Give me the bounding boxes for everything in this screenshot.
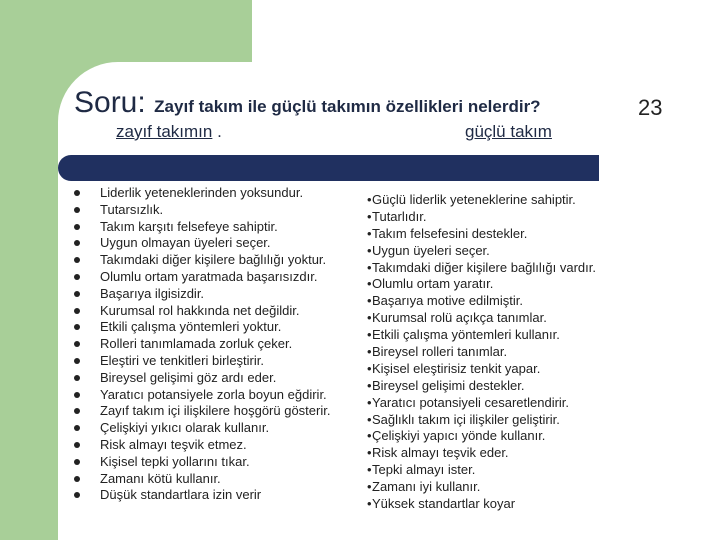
bullet-icon: • <box>367 344 372 360</box>
bullet-icon: • <box>367 496 372 512</box>
strong-list-item-text: Bireysel gelişimi destekler. <box>372 377 525 393</box>
weak-list-item <box>74 235 330 252</box>
strong-list-item-text: Yüksek standartlar koyar <box>372 496 516 512</box>
strong-list-item <box>367 327 596 344</box>
strong-list-item-text: Kişisel eleştirisiz tenkit yapar. <box>372 360 541 376</box>
weak-list-item-text: Takımdaki diğer kişilere bağlılığı yoktur. <box>100 252 327 268</box>
strong-list-item-text: Güçlü liderlik yeteneklerine sahiptir. <box>372 192 576 207</box>
bullet-icon <box>74 341 80 347</box>
weak-list-item <box>74 319 330 336</box>
strong-list-item-text: Takım felsefesini destekler. <box>372 225 528 241</box>
strong-list-item <box>367 412 596 429</box>
weak-list-item-text: Risk almayı teşvik etmez. <box>100 436 247 452</box>
bullet-icon: • <box>367 394 372 410</box>
strong-list-item <box>367 243 596 260</box>
bullet-icon <box>74 324 80 330</box>
strong-list-item-text: Tutarlıdır. <box>372 208 427 224</box>
strong-list-item <box>367 192 596 209</box>
weak-list-item-text: Başarıya ilgisizdir. <box>100 285 205 301</box>
bullet-icon <box>74 459 80 465</box>
bullet-icon <box>74 308 80 314</box>
strong-list-item-text: Başarıya motive edilmiştir. <box>372 293 523 309</box>
slide-title <box>74 86 541 120</box>
weak-list-item-text: Yaratıcı potansiyele zorla boyun eğdirir. <box>100 386 327 402</box>
strong-list-item <box>367 310 596 327</box>
bullet-icon: • <box>367 225 372 241</box>
weak-list-item <box>74 370 330 387</box>
bullet-icon <box>74 492 80 498</box>
bullet-icon: • <box>367 276 372 292</box>
title-question: Zayıf takım ile güçlü takımın özellikleri nelerdir? <box>154 97 541 116</box>
strong-team-heading: güçlü takım <box>465 122 552 141</box>
bullet-icon: • <box>367 259 372 275</box>
bullet-icon <box>74 240 80 246</box>
weak-list-item <box>74 269 330 286</box>
weak-list-item-text: Zayıf takım içi ilişkilere hoşgörü gösterir. <box>100 403 331 419</box>
strong-list-item-text: Çelişkiyi yapıcı yönde kullanır. <box>372 428 546 444</box>
weak-list-item <box>74 454 330 471</box>
strong-list-item-text: Etkili çalışma yöntemleri kullanır. <box>372 327 560 343</box>
weak-team-heading <box>116 122 222 142</box>
bullet-icon: • <box>367 327 372 343</box>
weak-list-item <box>74 387 330 404</box>
bullet-icon <box>74 190 80 196</box>
bullet-icon <box>74 375 80 381</box>
strong-list-item <box>367 462 596 479</box>
bullet-icon <box>74 442 80 448</box>
weak-list-item <box>74 202 330 219</box>
bullet-icon: • <box>367 208 372 224</box>
weak-list-item <box>74 185 330 202</box>
strong-list-item-text: Sağlıklı takım içi ilişkiler geliştirir. <box>372 411 560 427</box>
bullet-icon <box>74 425 80 431</box>
weak-list-item-text: Tutarsızlık. <box>100 201 164 217</box>
strong-list-item-text: Tepki almayı ister. <box>372 462 476 478</box>
bullet-icon: • <box>367 411 372 427</box>
bullet-icon <box>74 257 80 263</box>
bullet-icon <box>74 291 80 297</box>
bullet-icon <box>74 207 80 213</box>
strong-list-item <box>367 395 596 412</box>
bullet-icon: • <box>367 428 372 444</box>
strong-list-item <box>367 226 596 243</box>
weak-list-item <box>74 471 330 488</box>
strong-list-item-text: Kurumsal rolü açıkça tanımlar. <box>372 310 547 326</box>
divider-bar <box>58 155 599 181</box>
bullet-icon: • <box>367 192 372 207</box>
weak-team-heading-text: zayıf takımın <box>116 122 213 141</box>
weak-list-item-text: Çelişkiyi yıkıcı olarak kullanır. <box>100 420 270 436</box>
strong-list-item <box>367 361 596 378</box>
strong-list-item <box>367 260 596 277</box>
weak-list-item <box>74 353 330 370</box>
weak-list-item-text: Kişisel tepki yollarını tıkar. <box>100 453 250 469</box>
weak-list-item-text: Etkili çalışma yöntemleri yoktur. <box>100 319 282 335</box>
strong-list-item-text: Risk almayı teşvik eder. <box>372 445 509 461</box>
weak-list-item <box>74 252 330 269</box>
strong-list-item <box>367 445 596 462</box>
strong-list-item <box>367 344 596 361</box>
weak-list-item-text: Uygun olmayan üyeleri seçer. <box>100 235 271 251</box>
strong-list-item <box>367 428 596 445</box>
weak-list-item <box>74 303 330 320</box>
bullet-icon <box>74 274 80 280</box>
bullet-icon: • <box>367 445 372 461</box>
weak-list-item-text: Takım karşıtı felsefeye sahiptir. <box>100 218 278 234</box>
weak-list-item-text: Bireysel gelişimi göz ardı eder. <box>100 369 277 385</box>
bullet-icon <box>74 392 80 398</box>
weak-list-item-text: Rolleri tanımlamada zorluk çeker. <box>100 336 293 352</box>
bullet-icon <box>74 358 80 364</box>
weak-team-list <box>74 185 330 504</box>
bullet-icon: • <box>367 377 372 393</box>
strong-list-item-text: Yaratıcı potansiyeli cesaretlendirir. <box>372 394 570 410</box>
strong-list-item <box>367 496 596 513</box>
weak-list-item-text: Zamanı kötü kullanır. <box>100 470 221 486</box>
strong-list-item <box>367 479 596 496</box>
strong-team-list <box>367 192 596 513</box>
weak-list-item-text: Liderlik yeteneklerinden yoksundur. <box>100 185 304 200</box>
bullet-icon: • <box>367 360 372 376</box>
strong-list-item <box>367 276 596 293</box>
strong-list-item-text: Uygun üyeleri seçer. <box>372 242 490 258</box>
weak-list-item <box>74 286 330 303</box>
bullet-icon <box>74 476 80 482</box>
strong-list-item-text: Takımdaki diğer kişilere bağlılığı vardır. <box>372 259 596 275</box>
bullet-icon: • <box>367 310 372 326</box>
weak-team-heading-suffix: . <box>212 122 222 141</box>
weak-list-item <box>74 487 330 504</box>
bullet-icon: • <box>367 462 372 478</box>
bullet-icon: • <box>367 479 372 495</box>
strong-list-item <box>367 293 596 310</box>
weak-list-item-text: Düşük standartlara izin verir <box>100 487 262 503</box>
weak-list-item <box>74 219 330 236</box>
strong-list-item-text: Zamanı iyi kullanır. <box>372 479 481 495</box>
strong-list-item-text: Bireysel rolleri tanımlar. <box>372 344 508 360</box>
bullet-icon: • <box>367 293 372 309</box>
strong-list-item <box>367 209 596 226</box>
strong-list-item-text: Olumlu ortam yaratır. <box>372 276 494 292</box>
weak-list-item-text: Eleştiri ve tenkitleri birleştirir. <box>100 352 264 368</box>
weak-list-item-text: Kurumsal rol hakkında net değildir. <box>100 302 300 318</box>
bullet-icon <box>74 224 80 230</box>
bullet-icon <box>74 408 80 414</box>
bullet-icon: • <box>367 242 372 258</box>
title-prefix: Soru: <box>74 86 146 119</box>
weak-list-item <box>74 336 330 353</box>
weak-list-item-text: Olumlu ortam yaratmada başarısızdır. <box>100 268 318 284</box>
slide-number: 23 <box>638 95 663 120</box>
weak-list-item <box>74 437 330 454</box>
strong-list-item <box>367 378 596 395</box>
weak-list-item <box>74 420 330 437</box>
weak-list-item <box>74 403 330 420</box>
